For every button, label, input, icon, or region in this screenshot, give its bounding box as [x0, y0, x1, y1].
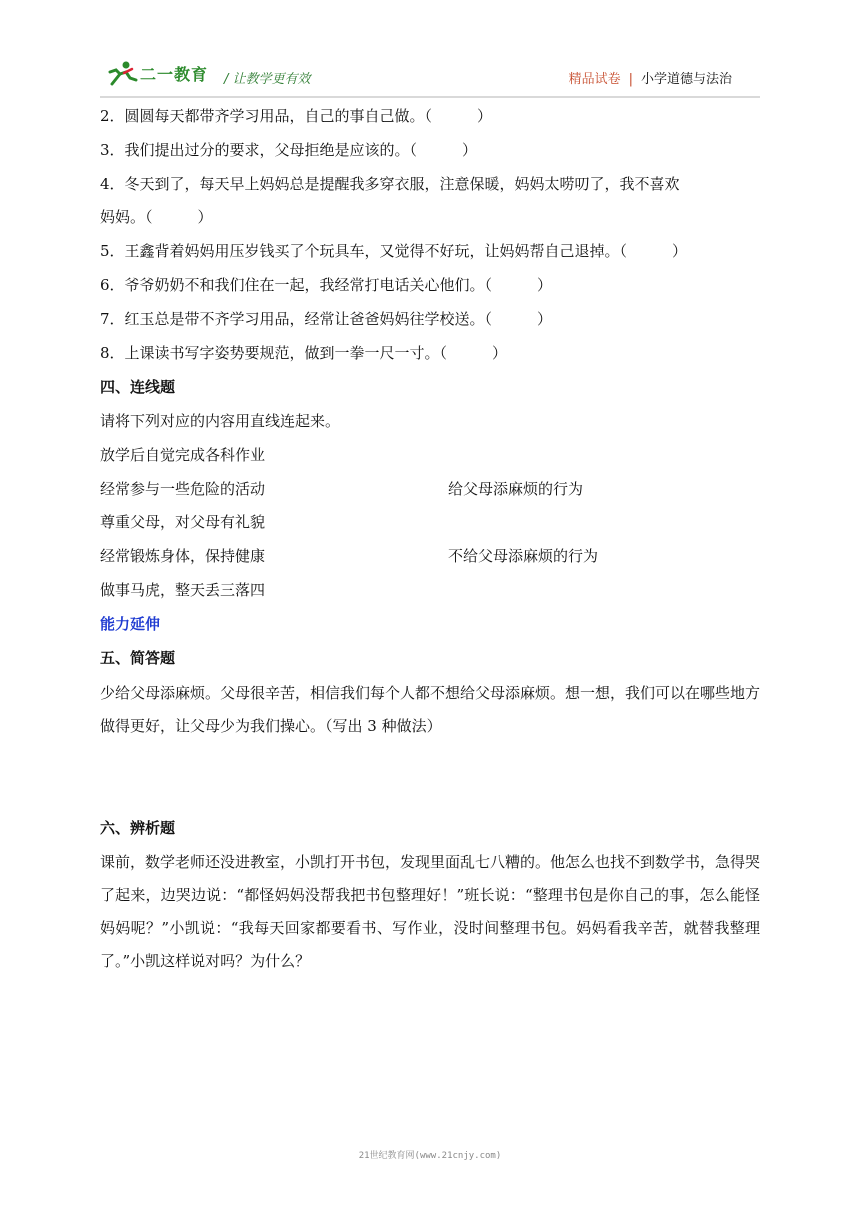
slogan: / 让教学更有效 — [224, 72, 311, 87]
judgment-item: 3．我们提出过分的要求，父母拒绝是应该的。（ ） — [100, 141, 478, 159]
match-left-item: 经常锻炼身体，保持健康 — [100, 547, 266, 565]
badge-label: 精品试卷 — [568, 72, 621, 87]
section6-text: 课前，数学老师还没进教室，小凯打开书包，发现里面乱七八糟的。他怎么也找不到数学书，急得哭了起来，边哭边说：“都怪妈妈没帮我把书包整理好！”班长说：“整理书包是你自己的事，怎么能怪妈妈呢？”小凯说：“我每天回家都要看书、写作业，没时间整理书包。妈妈看我辛苦，就替我整理了。”小凯这样说对吗？为什么？ — [100, 853, 761, 970]
page-header — [100, 52, 760, 98]
judgment-item: 4．冬天到了，每天早上妈妈总是提醒我多穿衣服，注意保暖，妈妈太唠叨了，我不喜欢 — [100, 175, 680, 193]
logo-text: 二一教育 — [140, 65, 209, 84]
match-right-item: 给父母添麻烦的行为 — [448, 480, 584, 498]
header-badge — [569, 68, 732, 87]
judgment-item: 妈妈。（ ） — [100, 208, 213, 226]
section4-instruction: 请将下列对应的内容用直线连起来。 — [100, 412, 341, 430]
match-left-item: 经常参与一些危险的活动 — [100, 480, 266, 498]
match-left-item: 尊重父母，对父母有礼貌 — [100, 513, 266, 531]
runner-logo-icon — [106, 60, 138, 88]
extension-title: 能力延伸 — [100, 615, 161, 633]
logo — [106, 60, 216, 88]
judgment-item: 2．圆圆每天都带齐学习用品，自己的事自己做。（ ） — [100, 107, 493, 125]
subject-label: 小学道德与法治 — [640, 72, 732, 87]
section4-title: 四、连线题 — [100, 378, 176, 396]
judgment-item: 7．红玉总是带不齐学习用品，经常让爸爸妈妈往学校送。（ ） — [100, 310, 553, 328]
section6-title: 六、辨析题 — [100, 819, 176, 837]
badge-separator: | — [628, 72, 633, 87]
judgment-item: 6．爷爷奶奶不和我们住在一起，我经常打电话关心他们。（ ） — [100, 276, 553, 294]
judgment-item: 5．王鑫背着妈妈用压岁钱买了个玩具车，又觉得不好玩，让妈妈帮自己退掉。（ ） — [100, 242, 688, 260]
section5-title: 五、简答题 — [100, 649, 176, 667]
section5-text: 少给父母添麻烦。父母很辛苦，相信我们每个人都不想给父母添麻烦。想一想，我们可以在哪些地方做得更好，让父母少为我们操心。（写出 3 种做法） — [100, 684, 761, 735]
match-left-item: 做事马虎，整天丢三落四 — [100, 581, 266, 599]
page-footer: 21世纪教育网(www.21cnjy.com) — [358, 1151, 502, 1161]
match-left-item: 放学后自觉完成各科作业 — [100, 446, 266, 464]
match-right-item: 不给父母添麻烦的行为 — [448, 547, 599, 565]
judgment-item: 8．上课读书写字姿势要规范，做到一拳一尺一寸。（ ） — [100, 344, 508, 362]
